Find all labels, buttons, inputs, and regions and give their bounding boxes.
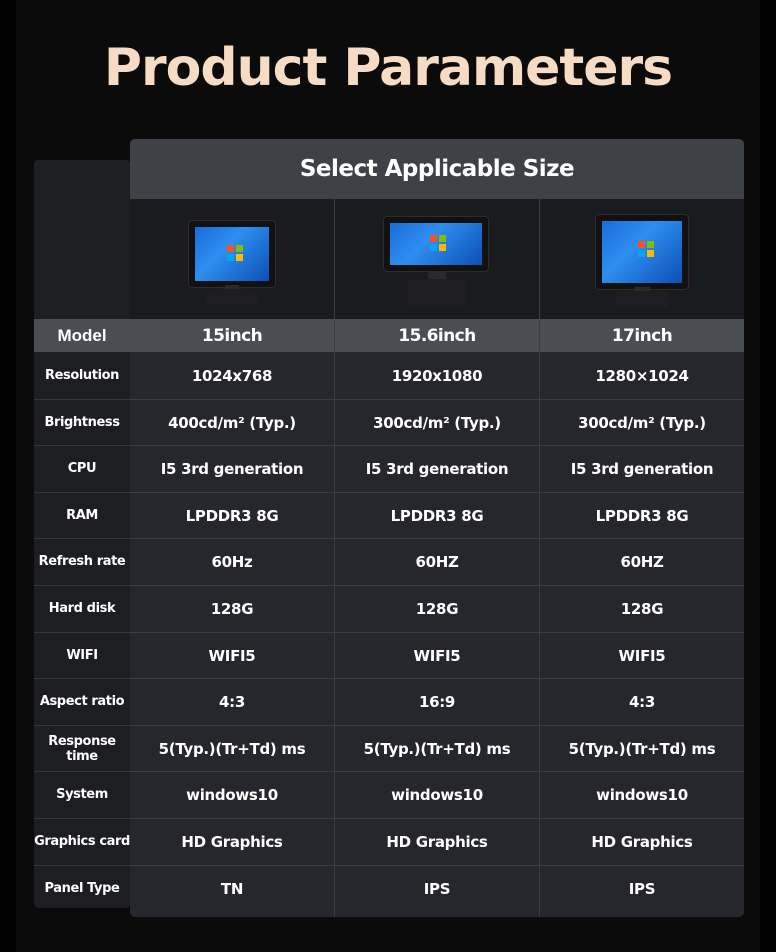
row-label: Response time <box>48 733 116 764</box>
spec-cell: 5(Typ.)(Tr+Td) ms <box>363 739 511 758</box>
row-label: System <box>56 787 108 802</box>
spec-cell: HD Graphics <box>386 832 488 851</box>
product-images-row <box>130 199 744 319</box>
spec-cell: I5 3rd generation <box>365 459 509 478</box>
parameter-table <box>130 139 744 917</box>
spec-cell: WIFI5 <box>618 646 666 665</box>
spec-cell: LPDDR3 8G <box>390 506 484 525</box>
spec-cell: HD Graphics <box>181 832 283 851</box>
spec-cell: IPS <box>423 879 451 898</box>
row-label: CPU <box>67 461 97 476</box>
row-label: WIFI <box>66 648 98 663</box>
model-row <box>130 319 744 352</box>
spec-cell: 5(Typ.)(Tr+Td) ms <box>158 739 306 758</box>
spec-cell: windows10 <box>391 785 483 804</box>
row-label: Aspect ratio <box>39 694 125 709</box>
spec-cell: 128G <box>210 599 254 618</box>
page-title: Product Parameters <box>103 38 673 98</box>
spec-cell: 4:3 <box>219 692 245 711</box>
spec-cell: 16:9 <box>418 692 456 711</box>
spec-cell: 300cd/m² (Typ.) <box>373 413 501 432</box>
model-15-6inch: 15.6inch <box>398 325 476 346</box>
spec-cell: 400cd/m² (Typ.) <box>168 413 296 432</box>
row-label-column <box>34 160 130 908</box>
spec-cell: 5(Typ.)(Tr+Td) ms <box>568 739 716 758</box>
select-size-header: Select Applicable Size <box>130 139 744 199</box>
spec-cell: 60HZ <box>415 552 459 571</box>
spec-cell: 4:3 <box>629 692 655 711</box>
spec-cell: LPDDR3 8G <box>185 506 279 525</box>
spec-cell: 60HZ <box>620 552 664 571</box>
monitor-15inch-image <box>130 199 334 319</box>
spec-cell: TN <box>220 879 244 898</box>
spec-cell: IPS <box>628 879 656 898</box>
spec-cell: 128G <box>620 599 664 618</box>
spec-cell: windows10 <box>596 785 688 804</box>
spec-cell: 1024x768 <box>191 366 273 385</box>
spec-cell: HD Graphics <box>591 832 693 851</box>
spec-cell: LPDDR3 8G <box>595 506 689 525</box>
row-label: RAM <box>66 508 98 523</box>
spec-cell: windows10 <box>186 785 278 804</box>
row-label: Brightness <box>44 415 120 430</box>
model-label: Model <box>34 319 130 352</box>
monitor-17inch-image <box>540 199 744 319</box>
row-label: Hard disk <box>48 601 116 616</box>
monitor-15-6inch-image <box>335 199 539 319</box>
spec-cell: 300cd/m² (Typ.) <box>578 413 706 432</box>
row-label: Graphics card <box>34 834 130 849</box>
row-label: Refresh rate <box>38 554 126 569</box>
row-label: Resolution <box>44 368 120 383</box>
spec-cell: I5 3rd generation <box>160 459 304 478</box>
spec-cell: 1920x1080 <box>391 366 483 385</box>
spec-cell: WIFI5 <box>208 646 256 665</box>
spec-cell: 1280×1024 <box>595 366 689 385</box>
row-label: Panel Type <box>44 881 120 896</box>
model-15inch: 15inch <box>201 325 263 346</box>
spec-cell: 128G <box>415 599 459 618</box>
model-17inch: 17inch <box>611 325 673 346</box>
spec-cell: 60Hz <box>211 552 253 571</box>
spec-cell: I5 3rd generation <box>570 459 714 478</box>
spec-cell: WIFI5 <box>413 646 461 665</box>
